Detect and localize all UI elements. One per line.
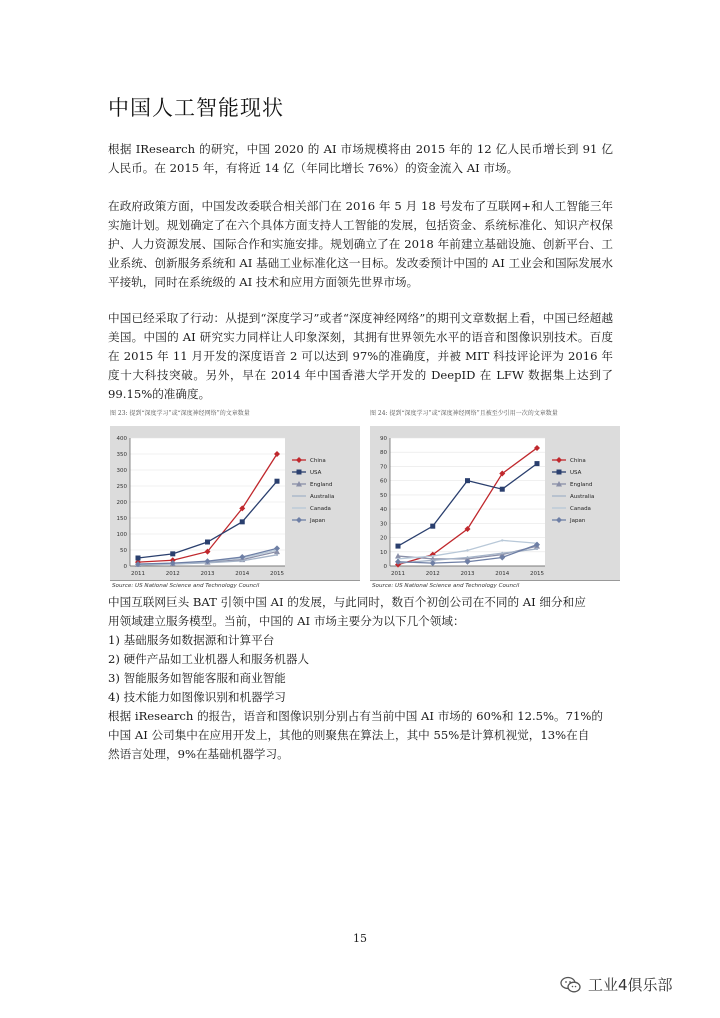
data-point: [501, 539, 503, 541]
x-tick-label: 2013: [200, 571, 215, 577]
data-point: [170, 551, 175, 556]
legend-label: China: [310, 458, 326, 464]
wechat-icon: [560, 976, 582, 994]
legend-label: Australia: [570, 494, 595, 500]
y-tick-label: 10: [380, 549, 387, 556]
text-line: 然语言处理，9%在基础机器学习。: [108, 747, 289, 761]
legend-label: Japan: [310, 518, 326, 524]
data-point: [432, 555, 434, 557]
data-point: [466, 556, 468, 558]
legend-label: China: [570, 458, 586, 464]
data-point: [466, 549, 468, 551]
list-item: 4) 技术能力如图像识别和机器学习: [108, 690, 286, 704]
line-chart-24: [370, 426, 620, 580]
chart-plot-area: [110, 426, 360, 580]
list-item: 3) 智能服务如智能客服和商业智能: [108, 671, 286, 685]
watermark: [560, 974, 673, 995]
legend-label: Australia: [310, 494, 335, 500]
text-line: 用领域建立服务模型。当前，中国的 AI 市场主要分为以下几个领域：: [108, 614, 465, 628]
legend-label: Canada: [570, 506, 591, 512]
data-point: [465, 478, 470, 483]
y-tick-label: 0: [383, 564, 387, 570]
figure-source: Source: US National Science and Technology Council: [370, 580, 620, 590]
list-item: 2) 硬件产品如工业机器人和服务机器人: [108, 652, 310, 666]
legend-label: Japan: [570, 518, 586, 524]
data-point: [297, 470, 302, 475]
x-tick-label: 2015: [270, 571, 284, 577]
figure-23: [110, 404, 360, 590]
y-tick-label: 200: [116, 500, 127, 506]
data-point: [136, 556, 141, 561]
figure-24: [370, 404, 620, 590]
text-line: 中国互联网巨头 BAT 引领中国 AI 的发展，与此同时，数百个初创公司在不同的 AI 细分和应: [108, 595, 586, 609]
body-text-block: [108, 593, 618, 764]
figure-source: Source: US National Science and Technology Council: [110, 580, 360, 590]
data-point: [535, 461, 540, 466]
data-point: [240, 519, 245, 524]
x-tick-label: 2012: [425, 571, 440, 577]
y-tick-label: 250: [116, 484, 127, 490]
y-tick-label: 350: [116, 452, 127, 458]
data-point: [296, 457, 302, 463]
plot-background: [390, 438, 545, 566]
data-point: [556, 517, 562, 523]
data-point: [296, 517, 302, 523]
data-point: [500, 487, 505, 492]
figure-caption: 图 23: 提到“深度学习”或“深度神经网络”的文章数量: [110, 410, 250, 417]
y-tick-label: 50: [380, 492, 387, 499]
x-tick-label: 2011: [131, 571, 145, 577]
data-point: [396, 544, 401, 549]
paragraph-policy: 在政府政策方面，中国发改委联合相关部门在 2016 年 5 月 18 号发布了互联网+和人工智能三年实施计划。规划确定了在六个具体方面支持人工智能的发展，包括资金、系统标准化、知识产权保护、人力资源发展、国际合作和实施安排。规划确立了在 2018 年前建立基础设施、创新平台、工业系统、创新服务系统和 AI 基础工业标准化这一目标。发改委预计中国的 AI 工业会和国际发展水平接轨，同时在系统级的 AI 技术和应用方面领先世界市场。: [108, 199, 613, 289]
list-item: 1) 基础服务如数据源和计算平台: [108, 633, 275, 647]
x-tick-label: 2015: [530, 571, 544, 577]
chart-plot-area: [370, 426, 620, 580]
figure-caption: 图 24: 提到“深度学习”或“深度神经网络”且被至少引用一次的文章数量: [370, 410, 558, 417]
y-tick-label: 0: [123, 564, 127, 570]
data-point: [557, 470, 562, 475]
x-tick-label: 2011: [391, 571, 405, 577]
y-tick-label: 90: [380, 436, 387, 442]
text-line: 根据 iResearch 的报告，语音和图像识别分别占有当前中国 AI 市场的 60%和 12.5%。71%的: [108, 709, 603, 723]
x-tick-label: 2013: [460, 571, 475, 577]
data-point: [556, 457, 562, 463]
legend-label: USA: [310, 470, 322, 476]
y-tick-label: 400: [116, 436, 127, 442]
data-point: [276, 554, 278, 556]
x-tick-label: 2012: [165, 571, 180, 577]
y-tick-label: 20: [380, 535, 387, 542]
page-number: 15: [353, 932, 367, 945]
legend-label: Canada: [310, 506, 331, 512]
watermark-text: 工业4俱乐部: [588, 976, 673, 994]
x-tick-label: 2014: [495, 571, 510, 577]
data-point: [536, 548, 538, 550]
y-tick-label: 80: [380, 450, 387, 457]
y-tick-label: 50: [120, 548, 127, 554]
paragraph-market-size: 根据 IResearch 的研究，中国 2020 的 AI 市场规模将由 2015 年的 12 亿人民币增长到 91 亿人民币。在 2015 年，有将近 14 亿（年同比增长 76%）的资金流入 AI 市场。: [108, 142, 613, 175]
paragraph-research: 中国已经采取了行动：从提到“深度学习”或者“深度神经网络”的期刊文章数据上看，中国已经超越美国。中国的 AI 研究实力同样让人印象深刻，其拥有世界领先水平的语音和图像识别技术。百度在 2015 年 11 月开发的深度语音 2 可以达到 97%的准确度，并被 MIT 科技评论评为 2016 年度十大科技突破。另外，早在 2014 年中国香港大学开发的 DeepID 在 LFW 数据集上达到了 99.15%的准确度。: [108, 311, 613, 401]
legend-label: USA: [570, 470, 582, 476]
y-tick-label: 70: [380, 464, 387, 471]
legend-label: England: [570, 482, 593, 488]
y-tick-label: 150: [116, 516, 127, 522]
data-point: [501, 552, 503, 554]
x-tick-label: 2014: [235, 571, 250, 577]
page-title: 中国人工智能现状: [108, 96, 284, 120]
data-point: [205, 540, 210, 545]
y-tick-label: 60: [380, 478, 387, 485]
y-tick-label: 300: [116, 468, 127, 474]
legend-label: England: [310, 482, 333, 488]
line-chart-23: [110, 426, 360, 580]
y-tick-label: 100: [116, 532, 127, 538]
y-tick-label: 40: [380, 507, 387, 514]
text-line: 中国 AI 公司集中在应用开发上，其他的则聚焦在算法上，其中 55%是计算机视觉，13%在自: [108, 728, 590, 742]
y-tick-label: 30: [380, 521, 387, 528]
data-point: [275, 479, 280, 484]
data-point: [430, 524, 435, 529]
